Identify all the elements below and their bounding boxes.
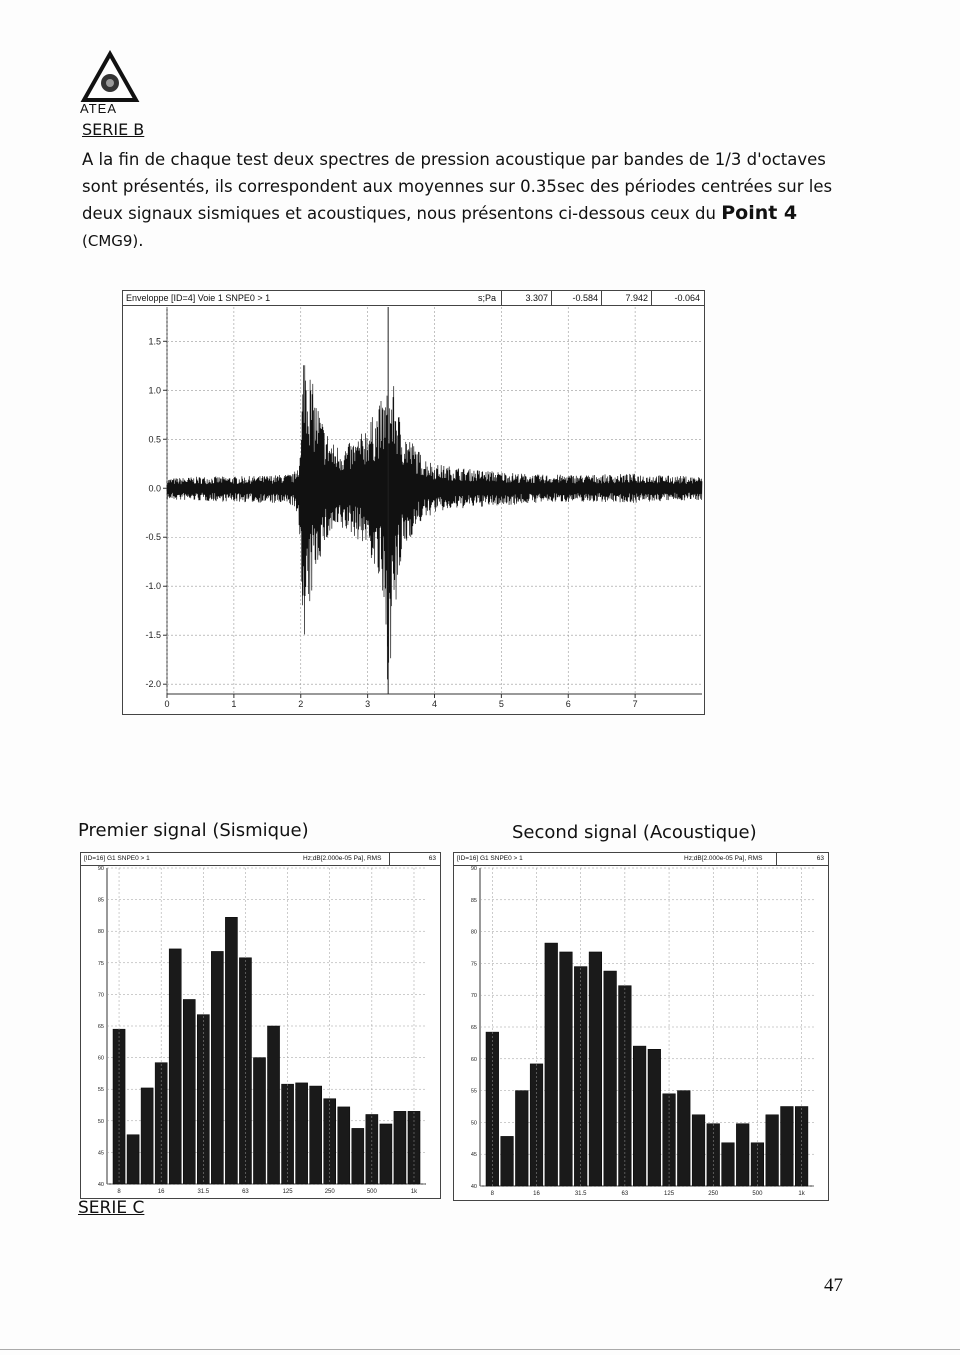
bar	[338, 1107, 350, 1184]
bar	[560, 952, 573, 1186]
y-tick-label: -1.5	[145, 630, 161, 641]
x-tick-label: 2	[298, 699, 304, 709]
y-tick-label: 90	[97, 866, 104, 872]
bar	[127, 1135, 139, 1184]
y-tick-label: 90	[470, 866, 477, 872]
spectrum-plot-acoustic	[454, 853, 828, 1200]
y-tick-label: 60	[97, 1055, 104, 1062]
y-tick-label: 60	[470, 1056, 477, 1063]
y-tick-label: 1.5	[148, 336, 161, 347]
bar	[677, 1091, 690, 1186]
y-tick-label: 55	[470, 1088, 477, 1095]
x-tick-label: 1	[231, 699, 237, 709]
x-tick-label: 500	[752, 1191, 763, 1197]
x-tick-label: 1k	[798, 1191, 805, 1197]
bar	[141, 1088, 153, 1184]
bar	[604, 971, 617, 1186]
bar	[692, 1115, 705, 1186]
bar	[736, 1124, 749, 1186]
x-tick-label: 0	[164, 699, 170, 709]
y-tick-label: 45	[470, 1152, 477, 1159]
waveform-unit: s;Pa	[478, 293, 497, 303]
x-tick-label: 500	[366, 1189, 377, 1195]
bar	[253, 1058, 265, 1184]
bar	[501, 1136, 514, 1186]
x-tick-label: 63	[242, 1189, 249, 1195]
readout-4: -0.064	[651, 291, 703, 305]
y-tick-label: 85	[470, 897, 477, 904]
bar	[268, 1026, 280, 1184]
page-number: 47	[824, 1275, 843, 1296]
bar	[380, 1124, 392, 1184]
y-tick-label: 45	[97, 1150, 104, 1157]
x-tick-label: 1k	[410, 1189, 418, 1195]
bar	[722, 1143, 735, 1186]
bar	[352, 1128, 364, 1184]
bottom-rule	[0, 1349, 960, 1350]
y-tick-label: 75	[470, 961, 477, 968]
y-tick-label: 65	[470, 1025, 477, 1031]
x-tick-label: 125	[664, 1191, 675, 1197]
bar	[589, 952, 602, 1186]
y-tick-label: 50	[470, 1120, 477, 1127]
bar	[515, 1091, 528, 1186]
serie-c-heading: SERIE C	[78, 1198, 145, 1218]
readout-1: 3.307	[501, 291, 551, 305]
spectrum-readout: 63	[389, 853, 439, 865]
x-tick-label: 7	[632, 699, 638, 709]
x-tick-label: 31.5	[197, 1189, 210, 1195]
y-tick-label: 80	[97, 929, 104, 936]
spectrum-chart-acoustic	[453, 852, 829, 1201]
spectrum-unit: Hz;dB[2.000e-05 Pa], RMS	[303, 855, 382, 862]
x-tick-label: 250	[708, 1191, 719, 1197]
x-tick-label: 16	[533, 1191, 540, 1197]
y-tick-label: -1.0	[145, 581, 161, 592]
intro-text: A la fin de chaque test deux spectres de pression acoustique par bandes de 1/3 d'octaves sont présentés, ils correspondent aux moyennes sur 0.35sec des périodes centrées sur les deux signaux sismiques et acoustiques, nous présentons ci-dessous ceux du	[82, 150, 833, 223]
cmg-label: (CMG9)	[82, 232, 139, 250]
x-tick-label: 4	[431, 699, 438, 709]
spectrum-chart-seismic	[80, 852, 441, 1199]
waveform-chart-title: Enveloppe [ID=4] Voie 1 SNPE0 > 1	[126, 293, 271, 303]
serie-b-heading: SERIE B	[82, 120, 145, 139]
x-tick-label: 5	[498, 699, 504, 709]
bar	[310, 1086, 322, 1184]
x-tick-label: 31.5	[574, 1191, 587, 1197]
caption-seismic: Premier signal (Sismique)	[78, 820, 309, 841]
y-tick-label: 55	[97, 1087, 104, 1094]
spectrum-plot-seismic	[81, 853, 440, 1198]
bar	[296, 1083, 308, 1184]
bar	[633, 1046, 646, 1186]
x-tick-label: 16	[157, 1189, 165, 1195]
y-tick-label: 40	[97, 1182, 104, 1188]
readout-3: 7.942	[601, 291, 651, 305]
y-tick-label: 70	[97, 992, 104, 999]
bar	[211, 951, 223, 1184]
spectrum-readout: 63	[776, 853, 827, 865]
spectrum-title: [ID=16] G1 SNPE0 > 1	[84, 855, 150, 862]
bar	[169, 949, 181, 1184]
x-tick-label: 63	[621, 1191, 629, 1197]
bar	[781, 1107, 794, 1187]
bar	[648, 1049, 661, 1186]
bar	[225, 917, 237, 1184]
y-tick-label: 1.0	[148, 385, 161, 396]
y-tick-label: 80	[470, 929, 477, 936]
point-label: Point 4	[721, 202, 798, 224]
y-tick-label: -0.5	[145, 532, 161, 543]
y-tick-label: -2.0	[145, 679, 161, 690]
x-tick-label: 8	[490, 1191, 495, 1197]
readout-2: -0.584	[551, 291, 601, 305]
x-tick-label: 6	[565, 699, 571, 709]
x-tick-label: 8	[117, 1189, 121, 1195]
bar	[545, 943, 558, 1186]
caption-acoustic: Second signal (Acoustique)	[512, 822, 757, 843]
intro-end: .	[138, 231, 144, 250]
waveform-chart	[122, 290, 705, 715]
bar	[394, 1111, 406, 1184]
spectrum-title: [ID=16] G1 SNPE0 > 1	[457, 855, 523, 862]
intro-paragraph	[82, 146, 852, 255]
y-tick-label: 50	[97, 1118, 104, 1125]
x-tick-label: 3	[365, 699, 371, 709]
y-tick-label: 0.0	[148, 483, 161, 494]
y-tick-label: 70	[470, 993, 477, 1000]
y-tick-label: 40	[470, 1184, 477, 1190]
y-tick-label: 75	[97, 960, 104, 967]
spectrum-unit: Hz;dB[2.000e-05 Pa], RMS	[684, 855, 763, 862]
bar	[183, 999, 195, 1184]
bar	[795, 1107, 808, 1187]
waveform-plot	[123, 291, 704, 714]
x-tick-label: 125	[282, 1189, 293, 1195]
y-tick-label: 85	[97, 897, 104, 904]
y-tick-label: 0.5	[148, 434, 161, 445]
bar	[239, 958, 251, 1184]
logo-text: ATEA	[80, 101, 117, 116]
x-tick-label: 250	[324, 1189, 335, 1195]
bar	[766, 1115, 779, 1186]
y-tick-label: 65	[97, 1024, 104, 1030]
